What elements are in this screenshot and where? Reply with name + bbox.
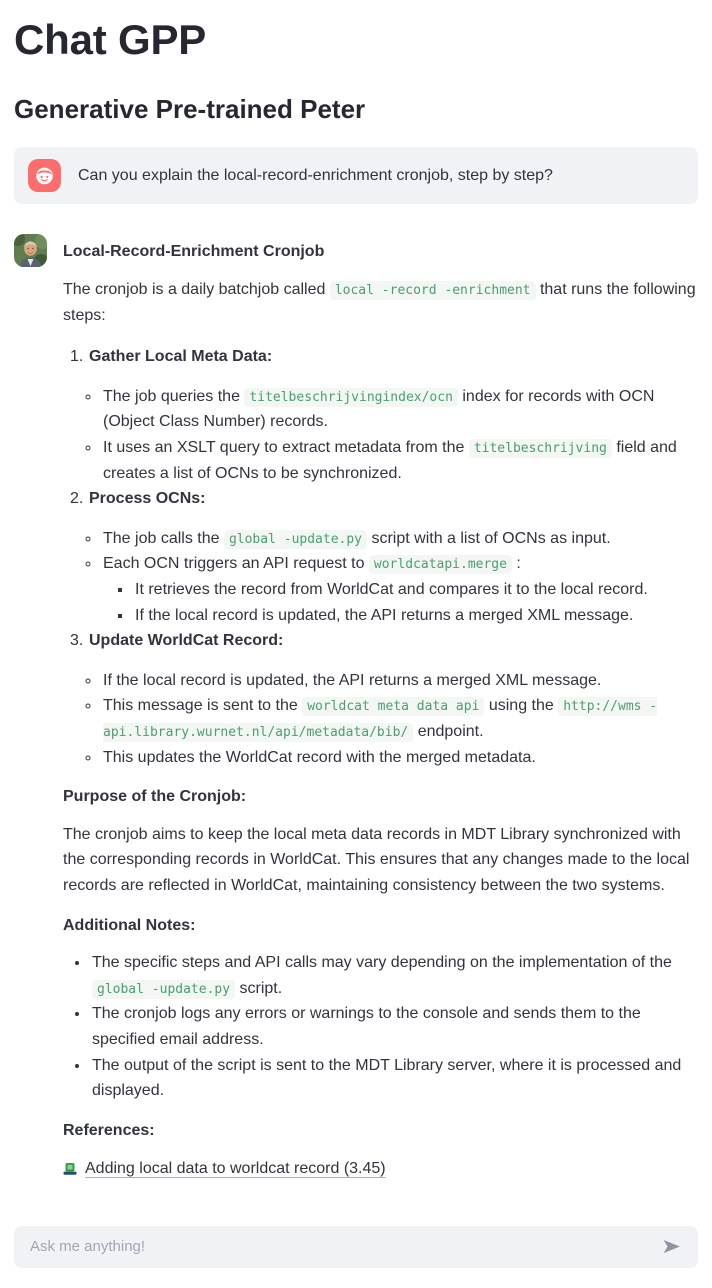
inline-code: http://wms -api.library.wurnet.nl/api/metadata/bib/ — [103, 699, 658, 740]
assistant-content — [63, 234, 698, 1181]
step-number: 1. — [70, 348, 84, 366]
step-title: Process OCNs: — [89, 490, 206, 508]
purpose-heading: Purpose of the Cronjob: — [63, 788, 247, 806]
page-title: Chat GPP — [14, 16, 207, 63]
list-item: ◦ The job calls the global -update.py script with a list of OCNs as input. — [101, 526, 698, 552]
list-item: ◦ Each OCN triggers an API request to worldcatapi.merge : ▪ It retrieves the record from WorldCat and compares it to the local record. ▪ If the local record is updated, the API returns a merged XML message. — [101, 551, 698, 628]
list-item: ◦ The job queries the titelbeschrijvingindex/ocn index for records with OCN (Object Class Number) records. — [101, 384, 698, 435]
send-arrow-icon — [661, 1236, 682, 1257]
user-avatar — [28, 159, 61, 192]
step-title: Update WorldCat Record: — [89, 632, 284, 650]
inline-code: worldcatapi.merge — [369, 555, 512, 574]
list-item: ◦ If the local record is updated, the API returns a merged XML message. — [101, 668, 698, 694]
notes-heading: Additional Notes: — [63, 916, 196, 934]
reference-link[interactable]: Adding local data to worldcat record (3.45) — [85, 1160, 386, 1178]
inline-code: local -record -enrichment — [330, 281, 536, 300]
inline-code: global -update.py — [92, 980, 235, 999]
user-message-text: Can you explain the local-record-enrichment cronjob, step by step? — [78, 167, 553, 185]
step-bullets — [70, 668, 698, 770]
chat-input-bar — [14, 1226, 698, 1268]
inline-code: titelbeschrijving — [469, 439, 612, 458]
step-number: 2. — [70, 490, 84, 508]
inline-code: worldcat meta data api — [302, 697, 484, 716]
purpose-text: The cronjob aims to keep the local meta data records in MDT Library synchronized with the corresponding records in WorldCat. This ensures that any changes made to the local records are reflected in WorldCat, maintaining consistency between the two systems. — [63, 825, 690, 894]
list-item: • The output of the script is sent to the MDT Library server, where it is processed and displayed. — [90, 1053, 698, 1104]
list-item: ◦ This updates the WorldCat record with the merged metadata. — [101, 745, 698, 771]
send-button[interactable] — [659, 1234, 684, 1259]
page-subtitle: Generative Pre-trained Peter — [14, 94, 366, 125]
step-bullets — [70, 526, 698, 628]
references-heading: References: — [63, 1121, 155, 1139]
step-title: Gather Local Meta Data: — [89, 348, 273, 366]
portrait-photo — [14, 234, 47, 267]
list-item: ◦ This message is sent to the worldcat meta data api using the http://wms -api.library.wurnet.nl/api/metadata/bib/ endpoint. — [101, 693, 698, 744]
assistant-message — [14, 234, 698, 1181]
chat-input[interactable] — [30, 1238, 649, 1255]
face-icon — [34, 165, 55, 186]
list-item: ◦ It uses an XSLT query to extract metadata from the titelbeschrijving field and creates a list of OCNs to be synchronized. — [101, 435, 698, 486]
sub-bullets — [103, 577, 698, 628]
list-item: • The specific steps and API calls may vary depending on the implementation of the global -update.py script. — [90, 950, 698, 1001]
inline-code: global -update.py — [224, 530, 367, 549]
list-item: ▪ If the local record is updated, the API returns a merged XML message. — [133, 603, 698, 629]
user-message-bubble — [14, 147, 698, 204]
assistant-intro: The cronjob is a daily batchjob called local -record -enrichment that runs the following steps: — [63, 281, 696, 324]
steps-list — [63, 344, 698, 770]
assistant-avatar — [14, 234, 47, 267]
list-item: • The cronjob logs any errors or warnings to the console and sends them to the specified email address. — [90, 1001, 698, 1052]
assistant-heading: Local-Record-Enrichment Cronjob — [63, 243, 325, 261]
step-bullets — [70, 384, 698, 486]
list-item: ▪ It retrieves the record from WorldCat and compares it to the local record. — [133, 577, 698, 603]
step-number: 3. — [70, 632, 84, 650]
step-item — [70, 628, 698, 770]
notes-list — [63, 950, 698, 1104]
step-item — [70, 486, 698, 628]
reference-row — [63, 1156, 698, 1182]
laptop-icon — [63, 1163, 77, 1176]
step-item — [70, 344, 698, 486]
inline-code: titelbeschrijvingindex/ocn — [244, 388, 458, 407]
